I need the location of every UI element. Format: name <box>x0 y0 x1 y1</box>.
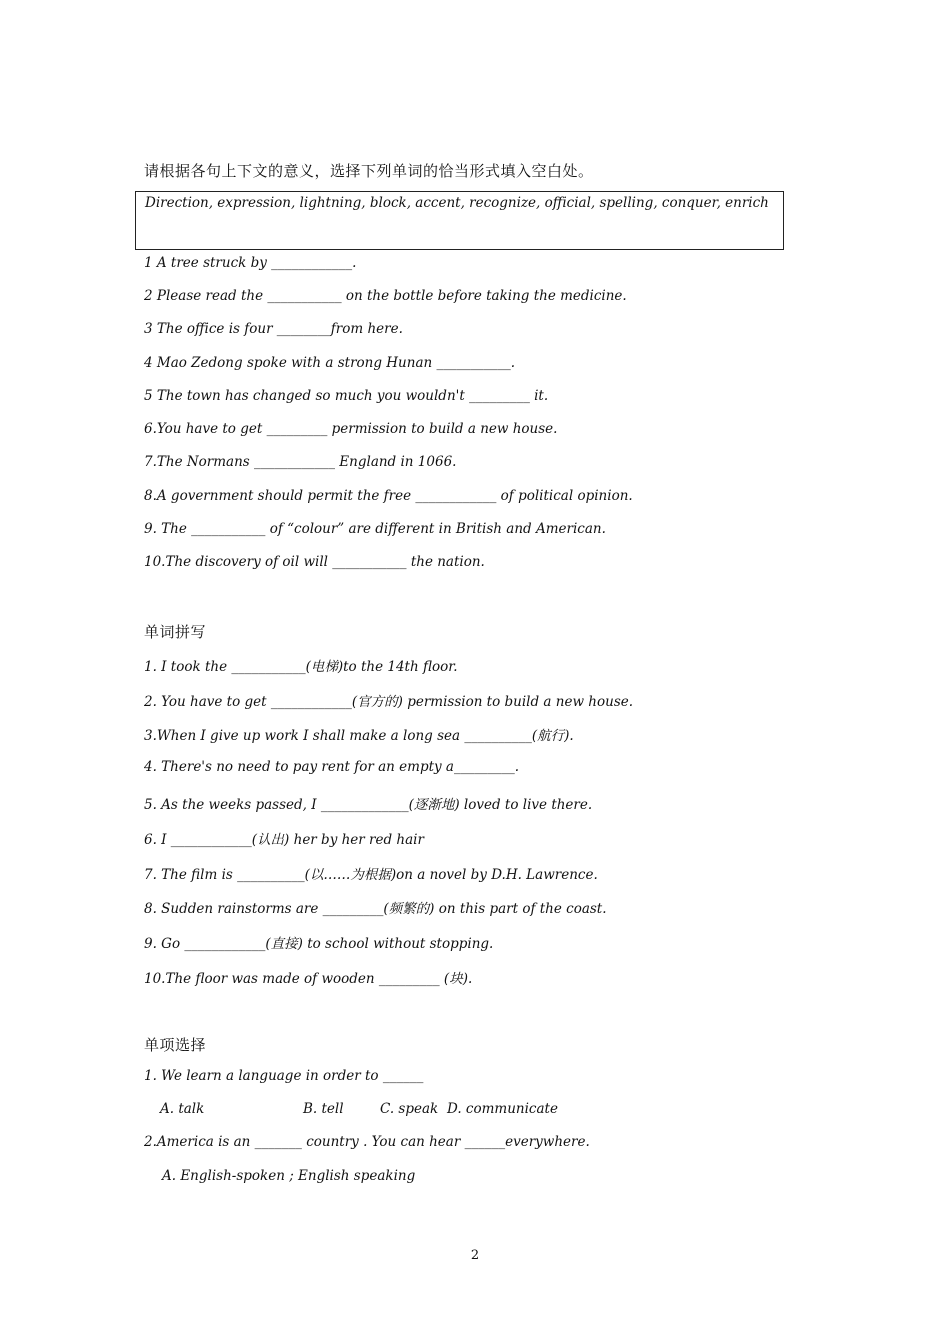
s2-item-4: 4. There's no need to pay rent for an empty a_________. <box>144 759 520 775</box>
s2-item-2: 2. You have to get ____________(官方的) permission to build a new house. <box>144 694 634 710</box>
s1-item-6: 6.You have to get _________ permission to build a new house. <box>144 421 558 437</box>
s2-item-1: 1. I took the ___________(电梯)to the 14th floor. <box>144 659 458 675</box>
s3-q1-option-b: B. tell <box>303 1101 344 1117</box>
s1-item-2: 2 Please read the ___________ on the bottle before taking the medicine. <box>144 288 627 304</box>
section3-heading: 单项选择 <box>144 1036 207 1054</box>
s1-item-3: 3 The office is four ________from here. <box>144 321 403 337</box>
s2-item-9: 9. Go ____________(直接) to school without stopping. <box>144 936 494 952</box>
s2-item-6: 6. I ____________(认出) her by her red hair <box>144 832 424 848</box>
s1-item-5: 5 The town has changed so much you wouldn't _________ it. <box>144 388 549 404</box>
s2-item-7: 7. The film is __________(以……为根据)on a novel by D.H. Lawrence. <box>144 867 598 883</box>
s1-item-1: 1 A tree struck by ____________. <box>144 255 357 271</box>
s3-q1-option-a: A. talk <box>160 1101 205 1117</box>
s1-item-8: 8.A government should permit the free ____________ of political opinion. <box>144 488 633 504</box>
s1-item-4: 4 Mao Zedong spoke with a strong Hunan ___________. <box>144 355 516 371</box>
page-number: 2 <box>470 1248 480 1263</box>
s3-question-2: 2.America is an _______ country . You can hear ______everywhere. <box>144 1134 590 1150</box>
word-list-box <box>135 191 784 250</box>
s3-q1-option-d: D. communicate <box>447 1101 558 1117</box>
s2-item-10: 10.The floor was made of wooden _________ (块). <box>144 971 473 987</box>
section2-heading: 单词拼写 <box>144 623 207 641</box>
s2-item-3: 3.When I give up work I shall make a long sea __________(航行). <box>144 728 574 744</box>
s1-item-7: 7.The Normans ____________ England in 1066. <box>144 454 457 470</box>
s2-item-5: 5. As the weeks passed, I _____________(逐渐地) loved to live there. <box>144 797 593 813</box>
s1-item-10: 10.The discovery of oil will ___________ the nation. <box>144 554 485 570</box>
section1-instruction: 请根据各句上下文的意义，选择下列单词的恰当形式填入空白处。 <box>144 162 594 180</box>
s3-q1-option-c: C. speak <box>380 1101 439 1117</box>
s2-item-8: 8. Sudden rainstorms are _________(频繁的) on this part of the coast. <box>144 901 607 917</box>
s3-question-1: 1. We learn a language in order to ______ <box>144 1068 424 1084</box>
s1-item-9: 9. The ___________ of “colour” are different in British and American. <box>144 521 606 537</box>
s3-q2-option-a: A. English-spoken ; English speaking <box>162 1168 416 1184</box>
word-list: Direction, expression, lightning, block, accent, recognize, official, spelling, conquer, enrich <box>145 195 769 211</box>
